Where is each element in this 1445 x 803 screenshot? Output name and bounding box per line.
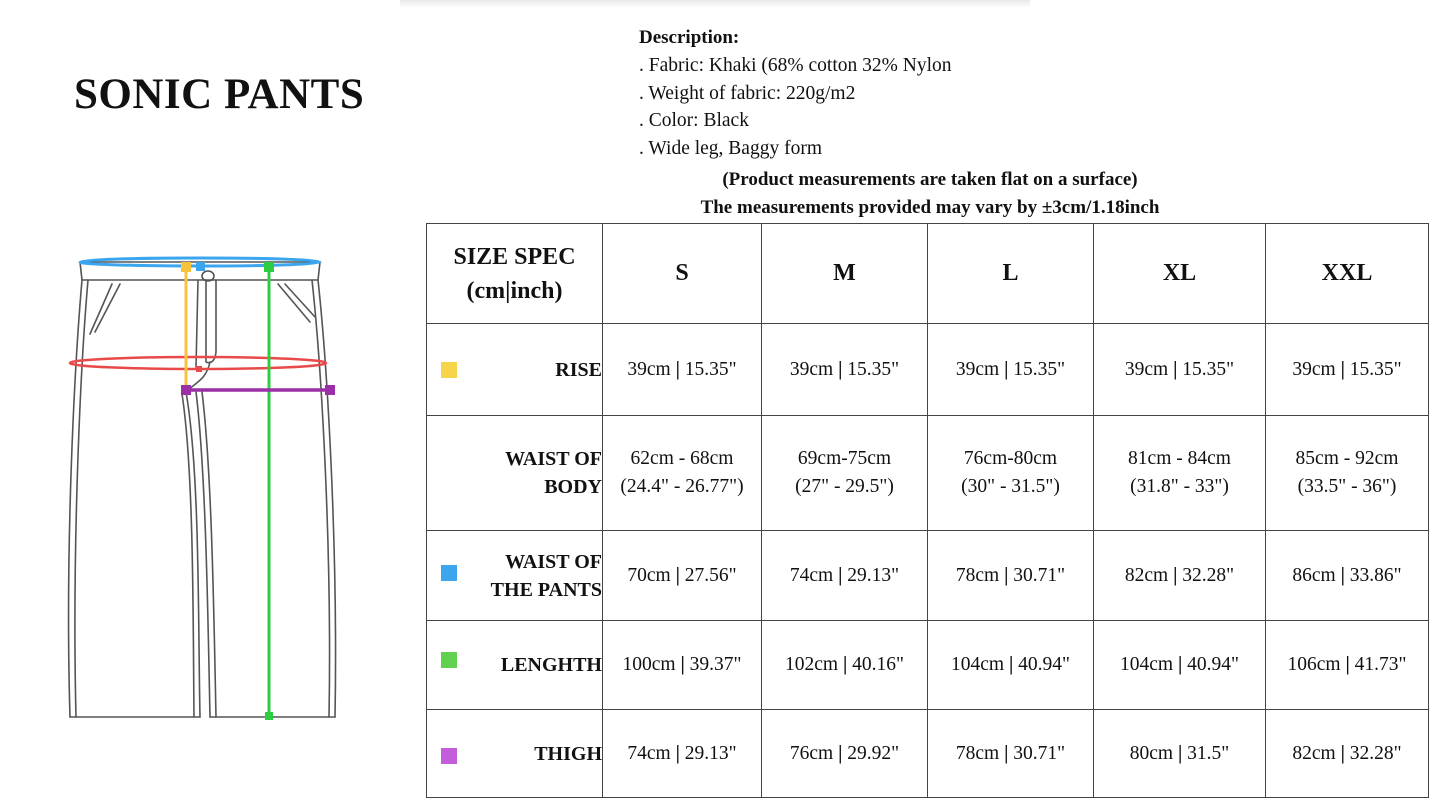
table-cell: 104cm | 40.94" [1094, 621, 1266, 710]
table-cell: 81cm - 84cm (31.8" - 33") [1094, 416, 1266, 531]
table-cell: 78cm | 30.71" [928, 710, 1094, 798]
table-row [427, 531, 1429, 621]
table-cell: 86cm | 33.86" [1266, 531, 1429, 621]
product-title: SONIC PANTS [74, 71, 365, 118]
table-cell: 85cm - 92cm (33.5" - 36") [1266, 416, 1429, 531]
waist-pants-color-swatch [441, 565, 457, 581]
description-line: . Wide leg, Baggy form [639, 138, 822, 160]
description-heading: Description: [639, 27, 740, 48]
size-header: XL [1094, 224, 1266, 324]
table-cell: 39cm | 15.35" [1094, 324, 1266, 416]
table-row [427, 416, 1429, 531]
table-cell: 70cm | 27.56" [603, 531, 762, 621]
size-header: M [762, 224, 928, 324]
thigh-color-swatch [441, 748, 457, 764]
top-shadow [400, 0, 1030, 8]
row-label-text: THIGH [534, 742, 602, 765]
row-label-waist-of-the-pants [427, 531, 603, 621]
size-header: L [928, 224, 1094, 324]
table-corner-header [427, 224, 603, 324]
row-label-rise [427, 324, 603, 416]
table-cell: 39cm | 15.35" [603, 324, 762, 416]
table-cell: 102cm | 40.16" [762, 621, 928, 710]
row-label-text: RISE [555, 358, 602, 381]
size-header: XXL [1266, 224, 1429, 324]
table-cell: 106cm | 41.73" [1266, 621, 1429, 710]
table-cell: 76cm | 29.92" [762, 710, 928, 798]
corner-label: SIZE SPEC [453, 243, 576, 270]
corner-unit: (cm|inch) [466, 277, 563, 304]
table-row [427, 621, 1429, 710]
row-label-text: WAIST OF [505, 550, 602, 573]
pants-outline-icon [10, 222, 390, 757]
rise-color-swatch [441, 362, 457, 378]
table-cell: 39cm | 15.35" [762, 324, 928, 416]
description-line: . Weight of fabric: 220g/m2 [639, 82, 856, 104]
table-cell: 39cm | 15.35" [928, 324, 1094, 416]
measurement-note: (Product measurements are taken flat on a surface) [722, 169, 1138, 190]
table-cell: 104cm | 40.94" [928, 621, 1094, 710]
row-label-text: BODY [544, 476, 602, 498]
table-cell: 82cm | 32.28" [1266, 710, 1429, 798]
description-line: . Fabric: Khaki (68% cotton 32% Nylon [639, 54, 952, 76]
table-cell: 62cm - 68cm (24.4" - 26.77") [603, 416, 762, 531]
table-cell: 69cm-75cm (27" - 29.5") [762, 416, 928, 531]
table-cell: 74cm | 29.13" [603, 710, 762, 798]
table-cell: 74cm | 29.13" [762, 531, 928, 621]
table-header-row [427, 224, 1429, 324]
row-label-thigh [427, 710, 603, 798]
table-cell: 76cm-80cm (30" - 31.5") [928, 416, 1094, 531]
measurement-lines [70, 258, 335, 720]
table-cell: 82cm | 32.28" [1094, 531, 1266, 621]
table-row [427, 324, 1429, 416]
table-cell: 80cm | 31.5" [1094, 710, 1266, 798]
variance-note: The measurements provided may vary by ±3cm/1.18inch [700, 197, 1160, 218]
length-color-swatch [441, 652, 457, 668]
table-cell: 100cm | 39.37" [603, 621, 762, 710]
table-row [427, 710, 1429, 798]
size-header: S [603, 224, 762, 324]
table-cell: 78cm | 30.71" [928, 531, 1094, 621]
row-label-length [427, 621, 603, 710]
row-label-text: WAIST OF [505, 448, 602, 470]
description-block [639, 24, 952, 163]
row-label-text: LENGHTH [500, 654, 602, 676]
description-line: . Color: Black [639, 110, 749, 132]
row-label-text: THE PANTS [490, 578, 602, 601]
table-cell: 39cm | 15.35" [1266, 324, 1429, 416]
size-spec-table [426, 223, 1429, 798]
row-label-waist-of-body [427, 416, 603, 531]
